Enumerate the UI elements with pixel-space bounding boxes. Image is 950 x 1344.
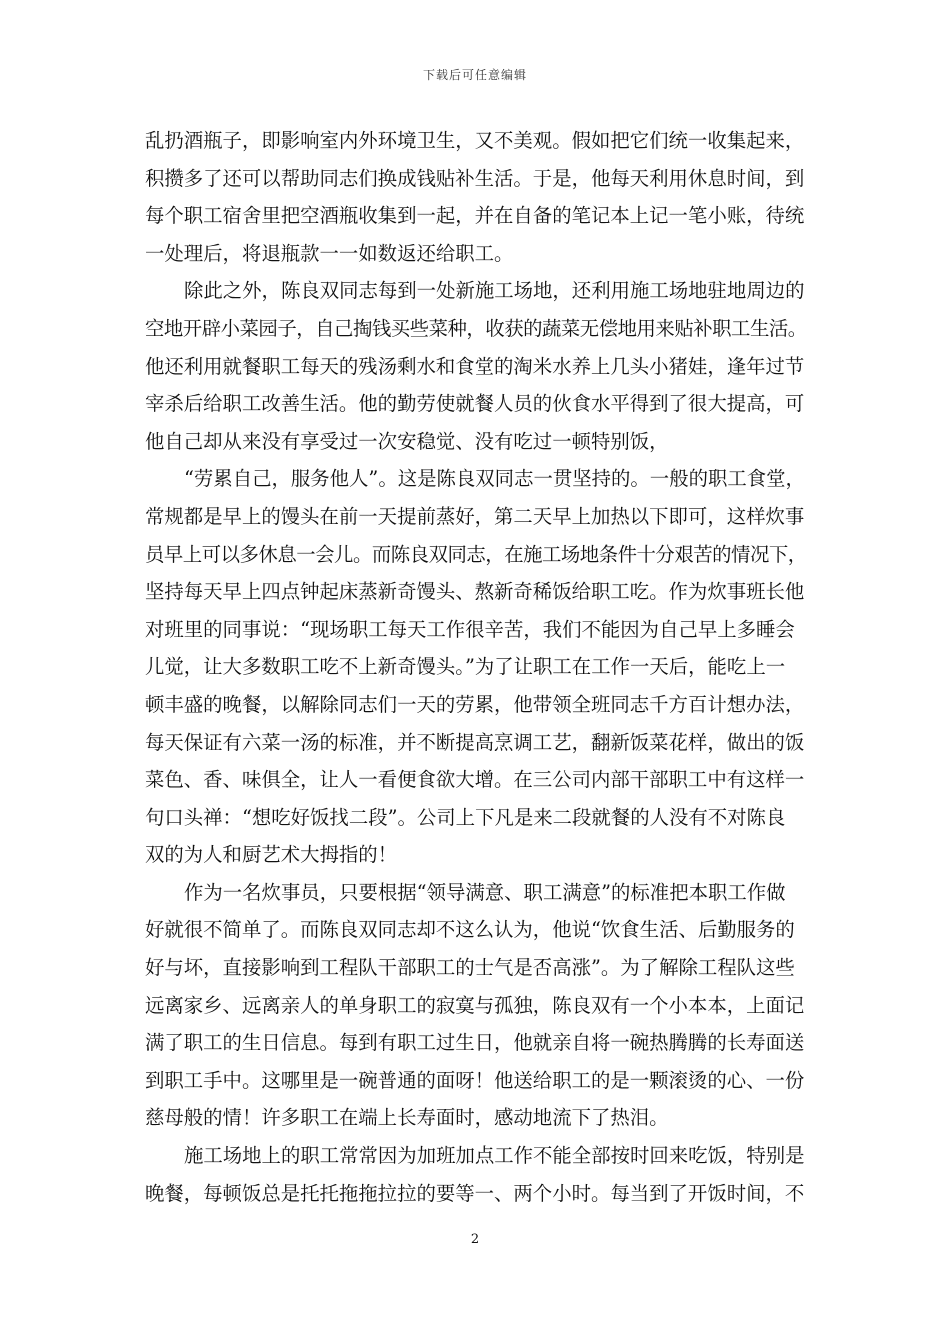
page-header: 下载后可任意编辑 (422, 68, 527, 82)
paragraph-first-line: 施工场地上的职工常常因为加班加点工作不能全部按时回来吃饭，特别是 (184, 1144, 805, 1168)
text-line: 儿觉，让大多数职工吃不上新奇馒头。”为了让职工在工作一天后，能吃上一 (145, 655, 786, 679)
text-line: 顿丰盛的晚餐，以解除同志们一天的劳累，他带领全班同志千方百计想办法， (145, 692, 805, 716)
text-line: 坚持每天早上四点钟起床蒸新奇馒头、熬新奇稀饭给职工吃。作为炊事班长他 (145, 580, 805, 604)
text-line: 好就很不简单了。而陈良双同志却不这么认为，他说“饮食生活、后勤服务的 (145, 918, 795, 942)
text-line: 乱扔酒瓶子，即影响室内外环境卫生，又不美观。假如把它们统一收集起来， (145, 129, 805, 152)
page-number: 2 (470, 1232, 480, 1247)
text-line: 到职工手中。这哪里是一碗普通的面呀！他送给职工的是一颗滚烫的心、一份 (145, 1068, 805, 1092)
text-line: 菜色、香、味俱全，让人一看便食欲大增。在三公司内部干部职工中有这样一 (145, 768, 805, 792)
text-line: 员早上可以多休息一会儿。而陈良双同志，在施工场地条件十分艰苦的情况下， (145, 542, 807, 566)
text-line: 慈母般的情！许多职工在端上长寿面时，感动地流下了热泪。 (145, 1106, 669, 1130)
document-body (145, 122, 807, 1212)
text-line: 好与坏，直接影响到工程队干部职工的士气是否高涨”。为了解除工程队这些 (145, 956, 795, 980)
text-line: 双的为人和厨艺术大拇指的！ (145, 843, 398, 867)
text-line: 对班里的同事说：“现场职工每天工作很辛苦，我们不能因为自己早上多睡会 (145, 617, 795, 641)
paragraph-first-line: 除此之外，陈良双同志每到一处新施工场地，还利用施工场地驻地周边的 (184, 279, 805, 303)
paragraph-first-line: “劳累自己，服务他人”。这是陈良双同志一贯坚持的。一般的职工食堂， (184, 467, 805, 491)
text-line: 常规都是早上的馒头在前一天提前蒸好，第二天早上加热以下即可，这样炊事 (145, 504, 805, 528)
text-line: 远离家乡、远离亲人的单身职工的寂寞与孤独，陈良双有一个小本本，上面记 (145, 993, 805, 1017)
text-line: 宰杀后给职工改善生活。他的勤劳使就餐人员的伙食水平得到了很大提高，可 (145, 392, 805, 416)
text-line: 满了职工的生日信息。每到有职工过生日，他就亲自将一碗热腾腾的长寿面送 (145, 1031, 805, 1055)
text-line: 一处理后，将退瓶款一一如数返还给职工。 (145, 241, 514, 265)
text-line: 句口头禅：“想吃好饭找二段”。公司上下凡是来二段就餐的人没有不对陈良 (145, 805, 786, 829)
text-line: 他还利用就餐职工每天的残汤剩水和食堂的淘米水养上几头小猪娃，逢年过节 (145, 354, 805, 378)
text-line: 积攒多了还可以帮助同志们换成钱贴补生活。于是，他每天利用休息时间，到 (145, 166, 805, 190)
text-line: 晚餐，每顿饭总是托托拖拖拉拉的要等一、两个小时。每当到了开饭时间，不 (145, 1181, 805, 1205)
text-line: 每个职工宿舍里把空酒瓶收集到一起，并在自备的笔记本上记一笔小账，待统 (145, 204, 805, 228)
paragraph-first-line: 作为一名炊事员，只要根据“领导满意、职工满意”的标准把本职工作做 (184, 880, 786, 904)
text-line: 他自己却从来没有享受过一次安稳觉、没有吃过一顿特别饭， (145, 429, 669, 453)
text-line: 每天保证有六菜一汤的标准，并不断提高烹调工艺，翻新饭菜花样，做出的饭 (145, 730, 805, 754)
text-line: 空地开辟小菜园子，自己掏钱买些菜种，收获的蔬菜无偿地用来贴补职工生活。 (145, 316, 807, 340)
